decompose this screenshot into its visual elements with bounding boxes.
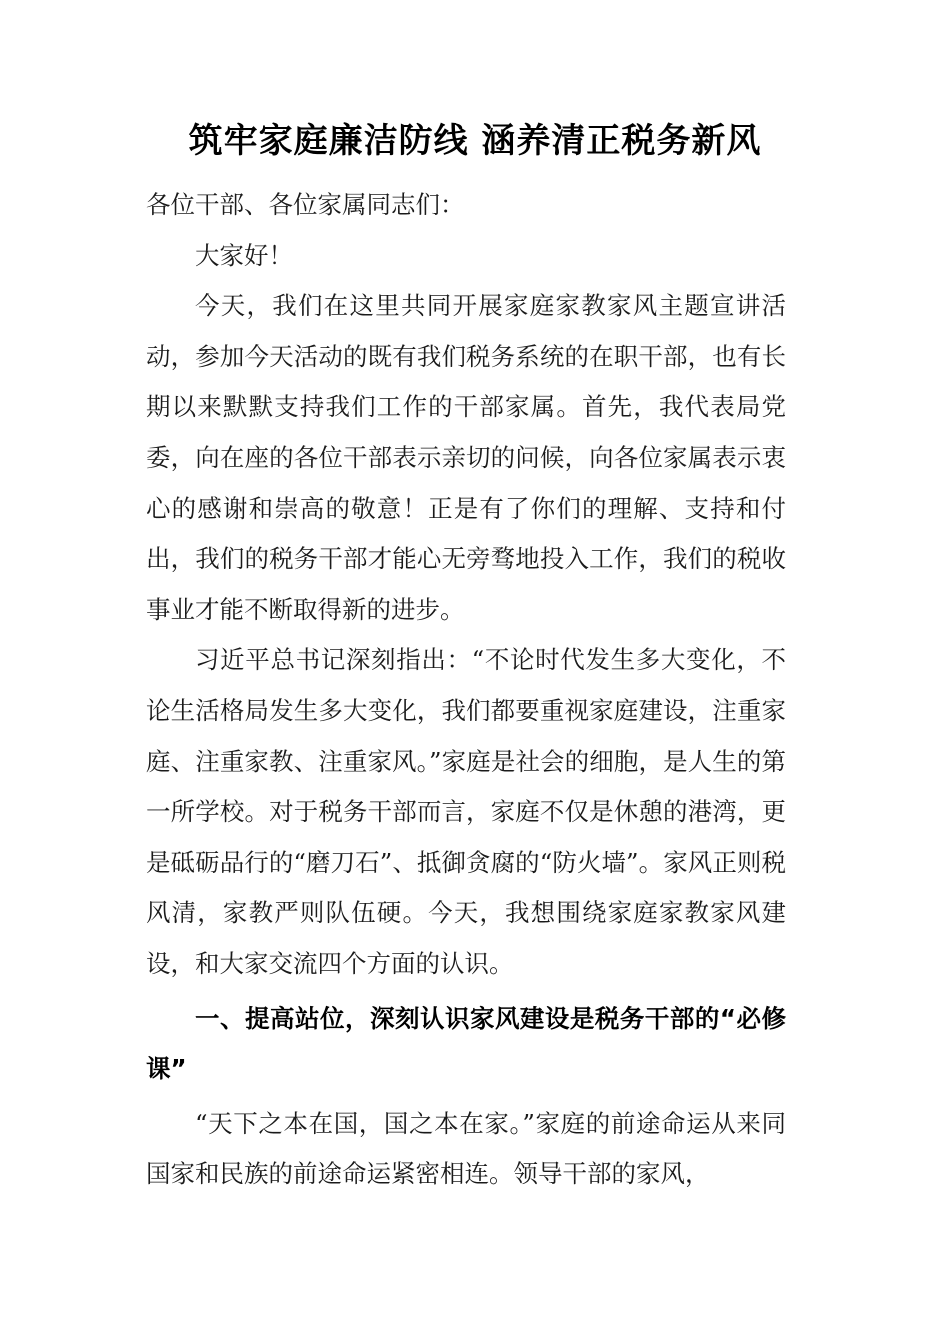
salutation: 各位干部、各位家属同志们：: [146, 190, 465, 219]
section-heading-1: 一、提高站位，深刻认识家风建设是税务干部的“必修课”: [146, 1003, 786, 1084]
document-body: [146, 180, 786, 1200]
greeting: 大家好！: [195, 240, 293, 270]
paragraph-opening: 今天，我们在这里共同开展家庭家教家风主题宣讲活动，参加今天活动的既有我们税务系统的在职干部，也有长期以来默默支持我们工作的干部家属。首先，我代表局党委，向在座的各位干部表示亲切的问候，向各位家属表示衷心的感谢和崇高的敬意！正是有了你们的理解、支持和付出，我们的税务干部才能心无旁骛地投入工作，我们的税收事业才能不断取得新的进步。: [146, 291, 786, 624]
paragraph-quote: 习近平总书记深刻指出：“不论时代发生多大变化，不论生活格局发生多大变化，我们都要重视家庭建设，注重家庭、注重家教、注重家风。”家庭是社会的细胞，是人生的第一所学校。对于税务干部而言，家庭不仅是休憩的港湾，更是砥砺品行的“磨刀石”、抵御贪腐的“防火墙”。家风正则税风清，家教严则队伍硬。今天，我想围绕家庭家教家风建设，和大家交流四个方面的认识。: [146, 645, 786, 978]
paragraph-section-1: “天下之本在国，国之本在家。”家庭的前途命运从来同国家和民族的前途命运紧密相连。领导干部的家风，: [146, 1108, 786, 1189]
document-title: 筑牢家庭廉洁防线 涵养清正税务新风: [188, 121, 762, 161]
